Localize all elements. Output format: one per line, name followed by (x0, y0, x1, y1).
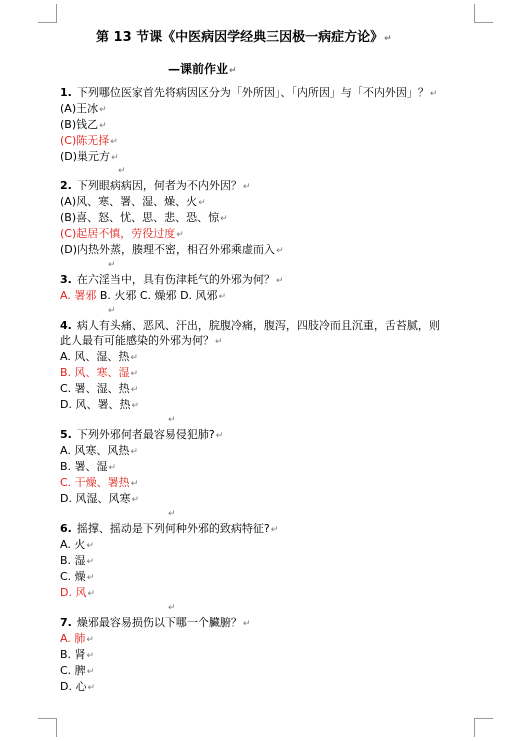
question-3-option-d: D. 风邪 (180, 289, 218, 302)
question-7-option-d: D. 心↵ (60, 680, 96, 693)
question-4-option-a: A. 风、湿、热↵ (60, 350, 138, 363)
question-6-option-d-correct: D. 风↵ (60, 586, 96, 599)
question-6: 6. 摇撑、摇动是下列何种外邪的致病特征?↵ (60, 522, 279, 535)
question-3-option-c: C. 燥邪 (139, 289, 177, 302)
page-title: 第 13 节课《中医病因学经典三因极一病症方论》↵ (96, 30, 392, 45)
page-corner-mark-bottom-left (38, 718, 57, 737)
page-corner-mark-top-left (38, 4, 57, 23)
blank-paragraph-mark: ↵ (168, 509, 176, 519)
question-5-option-b: B. 署、湿↵ (60, 460, 117, 473)
question-2-option-b: (B)喜、怒、忧、思、悲、恐、惊↵ (60, 211, 228, 224)
page-corner-mark-bottom-right (474, 718, 493, 737)
question-2-option-a: (A)风、寒、署、湿、燥、火↵ (60, 195, 206, 208)
question-5-option-c-correct: C. 干燥、署热↵ (60, 476, 139, 489)
question-2: 2. 下列眼病病因，何者为不内外因？↵ (60, 179, 251, 192)
question-4: 4. 病人有头痛、恶风、汗出，脘腹冷痛，腹泻，四肢冷而且沉重，舌苔腻，则 (60, 319, 440, 332)
question-4-line-2: 此人最有可能感染的外邪为何？↵ (60, 334, 223, 347)
question-1-option-b: (B)钱乙↵ (60, 118, 107, 131)
question-3: 3. 在六淫当中，具有伤津耗气的外邪为何？↵ (60, 273, 284, 286)
question-7: 7. 燥邪最容易损伤以下哪一个臟腑？↵ (60, 616, 251, 629)
blank-paragraph-mark: ↵ (168, 603, 176, 613)
question-3-options: A. 署邪 B. 火邪 C. 燥邪 D. 风邪↵ (60, 289, 227, 302)
question-7-option-a-correct: A. 肺↵ (60, 632, 94, 645)
page-subtitle: —课前作业↵ (168, 62, 237, 76)
question-6-option-a: A. 火↵ (60, 538, 94, 551)
blank-paragraph-mark: ↵ (118, 166, 126, 176)
question-6-option-c: C. 燥↵ (60, 570, 95, 583)
question-4-option-b-correct: B. 风、寒、湿↵ (60, 366, 139, 379)
question-5: 5. 下列外邪何者最容易侵犯肺?↵ (60, 428, 224, 441)
question-4-option-d: D. 风、署、热↵ (60, 398, 140, 411)
blank-paragraph-mark: ↵ (108, 260, 116, 270)
question-3-option-a-correct: A. 署邪 (60, 289, 97, 302)
question-1: 1. 下列哪位医家首先将病因区分为「外所因」、「内所因」与「不内外因」？↵ (60, 86, 438, 99)
question-6-option-b: B. 湿↵ (60, 554, 95, 567)
blank-paragraph-mark: ↵ (108, 306, 116, 316)
question-5-option-d: D. 风湿、风寒↵ (60, 492, 140, 505)
question-7-option-b: B. 肾↵ (60, 648, 95, 661)
page-corner-mark-top-right (474, 4, 493, 23)
question-1-option-c-correct: (C)陈无择↵ (60, 134, 118, 147)
question-4-option-c: C. 署、湿、热↵ (60, 382, 139, 395)
question-7-option-c: C. 脾↵ (60, 664, 95, 677)
question-1-option-a: (A)王冰↵ (60, 102, 107, 115)
question-2-option-d: (D)内热外蒸，腠理不密，相召外邪乘虚而入↵ (60, 243, 284, 256)
question-5-option-a: A. 风寒、风热↵ (60, 444, 138, 457)
question-2-option-c-correct: (C)起居不慎，劳役过度↵ (60, 227, 184, 240)
blank-paragraph-mark: ↵ (168, 415, 176, 425)
question-3-option-b: B. 火邪 (99, 289, 137, 302)
question-1-option-d: (D)巢元方↵ (60, 150, 119, 163)
